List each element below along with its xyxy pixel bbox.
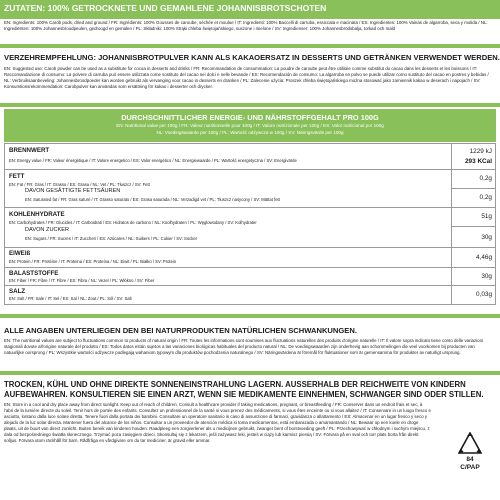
ingredients-title: ZUTATEN: 100% GETROCKNETE UND GEMAHLENE JOHANNISBROTSCHOTEN	[4, 3, 327, 13]
recycling-code: C/PAP	[460, 464, 480, 471]
row-subtitle: DAVON ZUCKER	[25, 227, 70, 233]
table-row	[5, 268, 495, 286]
fluctuation-title: ALLE ANGABEN UNTERLIEGEN DEN BEI NATURPRODUKTEN NATÜRLICHEN SCHWANKUNGEN.	[4, 326, 357, 335]
recycle-icon	[458, 432, 482, 454]
recycling-badge	[444, 432, 496, 498]
table-row	[5, 286, 495, 304]
recommendation-text: EN: Suggested use: Carob powder can be used as a substitute for cocoa in desserts and drinks / FR: Recommandation de consommation: La poudre de caroube peut être utilisée comme substitut du cacao dans les desserts et les boissons / IT: Raccomandazione di consumo: La polvere di carruba può essere utilizzata come sostituto del cacao nei dolci e nelle bevande / ES: Recomendación de consumo: La algarroba en polvo se puede utilizar como sustituto del cacao en postres y bebidas / NL: Verbruiksaanbeveling: Johannesbroodpoeder kan worden gebruikt als vervanging voor cacao in desserts en dranken / PL: Zalecenie użycia: Proszek chleba świętojańskiego można stosować jako zamiennik kakao w deserach i napojach / SV: Konsumtionsrekommendation: Carobpulver kan användas som ersättning för kakao i desserter och drycker.	[4, 66, 489, 89]
value-column	[451, 208, 496, 247]
recommendation-title: VERZEHREMPFEHLUNG: JOHANNISBROTPULVER KANN ALS KAKAOERSATZ IN DESSERTS UND GETRÄNKEN VERWENDET WERDEN.	[4, 53, 500, 62]
divider	[0, 44, 500, 48]
row-translations: EN: Energy value / FR: Valeur énergétique / IT: Valore energetico / ES: Valor energético / NL: Energiewaarde / PL: Wartość energetyczna / SV: Energivärde	[9, 158, 297, 163]
value-column	[451, 248, 496, 267]
table-row	[5, 170, 495, 208]
ingredients-translations: EN: Ingredients: 100% Carob pods, dried and ground / FR: Ingrédients: 100% Gousses de caroube, séchée et moulue / IT: Ingredienti: 100% Baccelli di carruba, essiccata e macinata / ES: Ingredientes: 100% Vainas de algarroba, seca y molida / NL: Ingrediënten: 100% Johannesbroodpeulen, gedroogd en gemalen / PL: Składniki: 100% Strąki chleba świętojańskiego, suszone i mielone / SV: Ingredienser: 100% Johannesbrödsbalja, torkad och mald	[4, 20, 488, 31]
row-translations: EN: Fiber / FR: Fibre / IT: Fibre / ES: Fibra / NL: Vezel / PL: Włókno / SV: Fiber	[9, 278, 155, 283]
row-translations: EN: Salt / FR: Sale / IT: Sel / ES: Sal / NL: Zout / PL: Sól / SV: Salt	[9, 296, 132, 301]
row-translations: EN: Fat / FR: Gras / IT: Grasso / ES: Grasa / NL: Vet / PL: Tłuszcz / SV: Fett	[9, 182, 150, 187]
row-value: 1229 kJ	[469, 148, 492, 155]
row-value: 30g	[481, 234, 492, 241]
row-value: 0,2g	[479, 194, 492, 201]
divider	[0, 103, 500, 107]
nutrition-subtitle: NL: Voedingswaarde per 100g / PL: Wartość odżywcza w 100g / SV: Näringsvärde per 100g	[156, 130, 344, 135]
nutrition-subtitle: EN: Nutritional value per 100g / FR: Valeur nutritionnelle pour 100g / IT: Valore nutrizionale per 100g / ES: Valor nutricional por 100g	[116, 123, 384, 128]
row-translations: EN: Carbohydrates / FR: Glucides / IT: Carboidrati / ES: Hidratos de carbono / NL: Koolhydraten / PL: Węglowodany / SV: Kolhydrater	[9, 220, 257, 225]
value-divider	[452, 226, 496, 227]
row-translations: EN: Protein / FR: Protéine / IT: Proteina / ES: Proteína / NL: Eiwit / PL: Białko / SV: Protein	[9, 259, 177, 264]
value-divider	[452, 188, 496, 189]
row-subtitle: DAVON GESÄTTIGTE FETTSÄUREN	[25, 188, 121, 194]
nutrition-header	[4, 109, 496, 142]
row-value: 51g	[481, 213, 492, 220]
storage-title: TROCKEN, KÜHL UND OHNE DIREKTE SONNENEINSTRAHLUNG LAGERN. AUSSERHALB DER REICHWEITE VON KINDERN AUFBEWAHREN. KONSULTIEREN SIE EINEN ARZT, WENN SIE MEDIKAMENTE EINNEHMEN, SCHWANGER SIND ODER STILLEN.	[4, 380, 484, 399]
value-column	[451, 170, 496, 207]
row-value: 30g	[481, 273, 492, 280]
table-row	[5, 208, 495, 248]
row-value: 293 KCal	[465, 158, 492, 165]
recycling-number: 84	[466, 456, 474, 463]
fluctuation-text: EN: The nutritional values are subject to fluctuations common to products of natural origin / FR: Toutes les informations sont soumises aux fluctuations naturelles des produits d'origine naturelle / IT: Il valore sopra indicato tiene conto delle variazioni stagionali dovute all'origine naturale del prodotto / ES: Todos datos están sujetos a las variaciones biológicas habituales del producto natural / NL: De voedingswaarden zijn onderhevig aan schommelingen die veel voorkomen bij producten van natuurlijke oorsprong / PL: Wszystkie wartości odżywcze podlegają wahaniom typowym dla produktów pochodzenia naturalnego / SV: Näringsvärdena är föremål för fluktuationer som är gemensamma för produkter av naturligt ursprung.	[4, 338, 484, 355]
ingredients-banner	[0, 0, 500, 19]
value-column	[451, 286, 496, 304]
row-value: 0,03g	[476, 291, 492, 298]
row-title: KOHLENHYDRATE	[9, 211, 65, 218]
row-title: FETT	[9, 173, 25, 180]
row-title: BALASTSTOFFE	[9, 270, 59, 277]
value-column	[451, 268, 496, 285]
row-title: SALZ	[9, 288, 26, 295]
nutrition-title: DURCHSCHNITTLICHER ENERGIE- UND NÄHRSTOFFGEHALT PRO 100G	[121, 113, 379, 122]
row-value: 0,2g	[479, 175, 492, 182]
row-title: BRENNWERT	[9, 147, 50, 154]
divider	[0, 371, 500, 375]
storage-text: EN: Store in a cool and dry place away from direct sunlight. Keep out of reach of children. Consult a healthcare provider if taking medications, pregnant, or breastfeeding / FR: Conserver dans un endroit frais et sec, à l'abri de la lumière directe du soleil. Tenir hors de portée des enfants. Consultez un professionnel de la santé si vous prenez des médicaments, si vous êtes enceinte ou si vous allaitez / IT: Conservare in un luogo fresco e asciutto, lontano dalla luce solare diretta. Tenere fuori dalla portata dei bambini. Consultare un operatore sanitario in caso di assunzione di farmaci, gravidanza o allattamento / ES: Almacenar en un lugar fresco y seco y alejado de la luz solar directa. Mantener fuera del alcance de los niños. Consultar a un proveedor de atención médica si toma medicamentos, está embarazada o amamantando / NL: Bewaar op een koele en droge plaats, uit de buurt van direct zonlicht. Buiten bereik van kinderen houden. Raadpleeg een zorgverlener als u medicijnen gebruikt, zwanger bent of borstvoeding geeft / PL: Przechowywać w chłodnym i suchym miejscu, z dala od bezpośredniego światła słonecznego. Trzymać poza zasięgiem dzieci. Skonsultuj się z lekarzem, jeśli zażywasz leki, jesteś w ciąży lub karmisz piersią / SV: Förvara på en sval och torr plats borta från direkt solljus. Förvara utom räckhåll för barn. Rådfråga en vårdgivare om du tar mediciner, är gravid eller ammar.	[4, 402, 431, 443]
table-row	[5, 248, 495, 268]
row-value: 4,46g	[476, 254, 492, 261]
nutrition-table	[4, 143, 496, 305]
row-translations: EN: Saturated fat / FR: Gras saturé / IT: Grasso saturato / ES: Grasa saturada / NL: Verzadigd vet / PL: Tłuszcz nasycony / SV: Mättat fett	[25, 197, 280, 202]
row-translations: EN: Sugars / FR: Sucres / IT: Zuccheri / ES: Azúcares / NL: Suikers / PL: Cukier / SV: Socker	[25, 236, 198, 241]
value-column	[451, 144, 496, 169]
row-title: EIWEIß	[9, 250, 31, 257]
table-row	[5, 144, 495, 170]
divider	[0, 314, 500, 318]
